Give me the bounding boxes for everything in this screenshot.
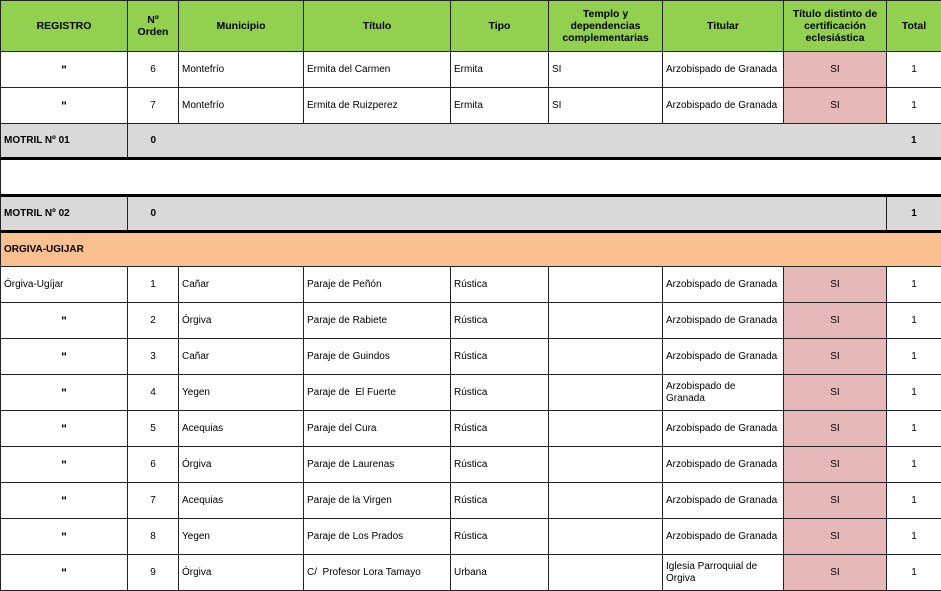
cell-tipo: Rústica [451, 339, 549, 375]
cell-tipo: Rústica [451, 519, 549, 555]
cell-orden: 4 [128, 375, 179, 411]
cell-registro: " [1, 555, 128, 591]
table-row [1, 447, 941, 483]
cell-distinto: SI [784, 339, 887, 375]
subtotal-total: 1 [887, 196, 941, 232]
cell-orden: 7 [128, 88, 179, 124]
cell-titular: Arzobispado de Granada [663, 447, 784, 483]
cell-titulo: Paraje de la Virgen [304, 483, 451, 519]
cell-titular: Iglesia Parroquial de Orgiva [663, 555, 784, 591]
subtotal-total: 1 [887, 124, 941, 159]
cell-registro: " [1, 303, 128, 339]
cell-distinto: SI [784, 303, 887, 339]
cell-total: 1 [887, 339, 941, 375]
section-label: ORGIVA-UGIJAR [1, 232, 941, 267]
cell-orden: 6 [128, 447, 179, 483]
cell-registro: " [1, 339, 128, 375]
cell-tipo: Ermita [451, 88, 549, 124]
cell-templo: SI [549, 52, 663, 88]
cell-templo [549, 447, 663, 483]
cell-distinto: SI [784, 52, 887, 88]
cell-titulo: Paraje de Peñón [304, 267, 451, 303]
cell-templo [549, 339, 663, 375]
cell-tipo: Rústica [451, 411, 549, 447]
cell-orden: 1 [128, 267, 179, 303]
cell-templo [549, 375, 663, 411]
subtotal-row-motril-02 [1, 196, 941, 232]
col-titular: Titular [663, 1, 784, 52]
cell-titular: Arzobispado de Granada [663, 267, 784, 303]
table-row [1, 483, 941, 519]
blank-cell [1, 159, 941, 196]
table-row [1, 375, 941, 411]
cell-distinto: SI [784, 375, 887, 411]
col-tipo: Tipo [451, 1, 549, 52]
subtotal-orden: 0 [128, 196, 179, 232]
cell-titulo: Paraje de Guindos [304, 339, 451, 375]
subtotal-spacer [179, 196, 887, 232]
cell-registro: " [1, 88, 128, 124]
cell-municipio: Órgiva [179, 447, 304, 483]
cell-total: 1 [887, 88, 941, 124]
cell-titular: Arzobispado de Granada [663, 411, 784, 447]
cell-titulo: Ermita de Ruizperez [304, 88, 451, 124]
col-titulo-distinto: Título distinto de certificación eclesiástica [784, 1, 887, 52]
cell-titulo: Paraje de Laurenas [304, 447, 451, 483]
table-row [1, 519, 941, 555]
cell-registro: " [1, 375, 128, 411]
cell-orden: 2 [128, 303, 179, 339]
table-row [1, 52, 941, 88]
table-row [1, 555, 941, 591]
cell-templo [549, 483, 663, 519]
col-orden: Nº Orden [128, 1, 179, 52]
cell-total: 1 [887, 52, 941, 88]
cell-registro: " [1, 519, 128, 555]
table-row [1, 88, 941, 124]
subtotal-label: MOTRIL Nº 01 [1, 124, 128, 159]
table-row [1, 411, 941, 447]
cell-distinto: SI [784, 267, 887, 303]
cell-municipio: Acequias [179, 411, 304, 447]
cell-total: 1 [887, 519, 941, 555]
col-municipio: Municipio [179, 1, 304, 52]
table-row [1, 303, 941, 339]
cell-titulo: Paraje de Rabiete [304, 303, 451, 339]
cell-distinto: SI [784, 447, 887, 483]
cell-total: 1 [887, 303, 941, 339]
cell-titulo: Ermita del Carmen [304, 52, 451, 88]
subtotal-row-motril-01 [1, 124, 941, 159]
table-row [1, 267, 941, 303]
cell-templo [549, 555, 663, 591]
col-registro: REGISTRO [1, 1, 128, 52]
cell-orden: 7 [128, 483, 179, 519]
cell-orden: 6 [128, 52, 179, 88]
cell-titular: Arzobispado de Granada [663, 375, 784, 411]
cell-tipo: Rústica [451, 267, 549, 303]
cell-registro: " [1, 411, 128, 447]
cell-municipio: Montefrío [179, 52, 304, 88]
col-templo: Templo y dependencias complementarias [549, 1, 663, 52]
cell-municipio: Acequias [179, 483, 304, 519]
cell-titular: Arzobispado de Granada [663, 483, 784, 519]
cell-orden: 9 [128, 555, 179, 591]
cell-templo [549, 411, 663, 447]
cell-total: 1 [887, 483, 941, 519]
cell-titular: Arzobispado de Granada [663, 88, 784, 124]
section-row-orgiva-ugijar [1, 232, 941, 267]
cell-templo: SI [549, 88, 663, 124]
cell-total: 1 [887, 411, 941, 447]
table-row [1, 339, 941, 375]
cell-tipo: Rústica [451, 483, 549, 519]
cell-templo [549, 519, 663, 555]
cell-tipo: Rústica [451, 375, 549, 411]
cell-registro: " [1, 52, 128, 88]
cell-municipio: Cañar [179, 267, 304, 303]
cell-total: 1 [887, 375, 941, 411]
cell-orden: 5 [128, 411, 179, 447]
cell-municipio: Órgiva [179, 303, 304, 339]
cell-total: 1 [887, 555, 941, 591]
cell-orden: 3 [128, 339, 179, 375]
cell-tipo: Rústica [451, 447, 549, 483]
cell-titular: Arzobispado de Granada [663, 519, 784, 555]
cell-distinto: SI [784, 519, 887, 555]
cell-titulo: C/ Profesor Lora Tamayo [304, 555, 451, 591]
cell-distinto: SI [784, 555, 887, 591]
cell-municipio: Cañar [179, 339, 304, 375]
cell-distinto: SI [784, 411, 887, 447]
subtotal-spacer [179, 124, 887, 159]
cell-municipio: Yegen [179, 519, 304, 555]
cell-total: 1 [887, 267, 941, 303]
cell-tipo: Ermita [451, 52, 549, 88]
cell-titulo: Paraje de Los Prados [304, 519, 451, 555]
cell-templo [549, 267, 663, 303]
cell-templo [549, 303, 663, 339]
cell-titular: Arzobispado de Granada [663, 303, 784, 339]
cell-distinto: SI [784, 483, 887, 519]
cell-municipio: Órgiva [179, 555, 304, 591]
cell-titulo: Paraje de El Fuerte [304, 375, 451, 411]
cell-titular: Arzobispado de Granada [663, 52, 784, 88]
col-titulo: Título [304, 1, 451, 52]
cell-orden: 8 [128, 519, 179, 555]
cell-titulo: Paraje del Cura [304, 411, 451, 447]
cell-total: 1 [887, 447, 941, 483]
cell-municipio: Montefrío [179, 88, 304, 124]
cell-tipo: Urbana [451, 555, 549, 591]
cell-titular: Arzobispado de Granada [663, 339, 784, 375]
cell-distinto: SI [784, 88, 887, 124]
cell-registro: " [1, 483, 128, 519]
subtotal-label: MOTRIL Nº 02 [1, 196, 128, 232]
col-total: Total [887, 1, 941, 52]
blank-row [1, 159, 941, 196]
subtotal-orden: 0 [128, 124, 179, 159]
cell-tipo: Rústica [451, 303, 549, 339]
header-row [1, 1, 941, 52]
cell-registro: " [1, 447, 128, 483]
cell-municipio: Yegen [179, 375, 304, 411]
cell-registro: Órgiva-Ugíjar [1, 267, 128, 303]
